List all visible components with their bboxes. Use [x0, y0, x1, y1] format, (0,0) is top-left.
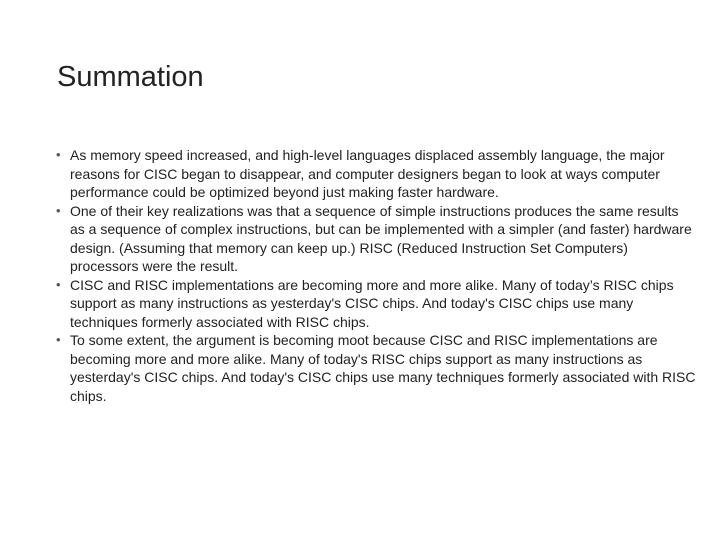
slide-title: Summation — [57, 61, 204, 93]
bullet-text: One of their key realizations was that a sequence of simple instructions produces the same results as a sequence of complex instructions, but can be implemented with a simpler (and faster) hardware design. (Assuming that memory can keep up.) RISC (Reduced Instruction Set Computers) processors were the result. — [70, 202, 692, 274]
bullet-list — [56, 146, 696, 405]
bullet-item — [56, 331, 696, 405]
bullet-marker: • — [56, 332, 61, 347]
bullet-text: CISC and RISC implementations are becoming more and more alike. Many of today’s RISC chips support as many instructions as yesterday's CISC chips. And today's CISC chips use many techniques formerly associated with RISC chips. — [70, 276, 674, 330]
bullet-item — [56, 202, 696, 276]
bullet-marker: • — [56, 276, 61, 292]
bullet-marker: • — [56, 202, 61, 218]
bullet-item — [56, 146, 696, 202]
bullet-text: As memory speed increased, and high-level languages displaced assembly language, the major reasons for CISC began to disappear, and computer designers began to look at ways computer performance could be optimized beyond just making faster hardware. — [70, 147, 665, 200]
bullet-marker: • — [56, 147, 61, 162]
bullet-item — [56, 276, 696, 332]
bullet-text: To some extent, the argument is becoming moot because CISC and RISC implementations are becoming more and more alike. Many of today's RISC chips support as many instructions as yesterday's CISC chips. And today's CISC chips use many techniques formerly associated with RISC chips. — [70, 332, 696, 404]
